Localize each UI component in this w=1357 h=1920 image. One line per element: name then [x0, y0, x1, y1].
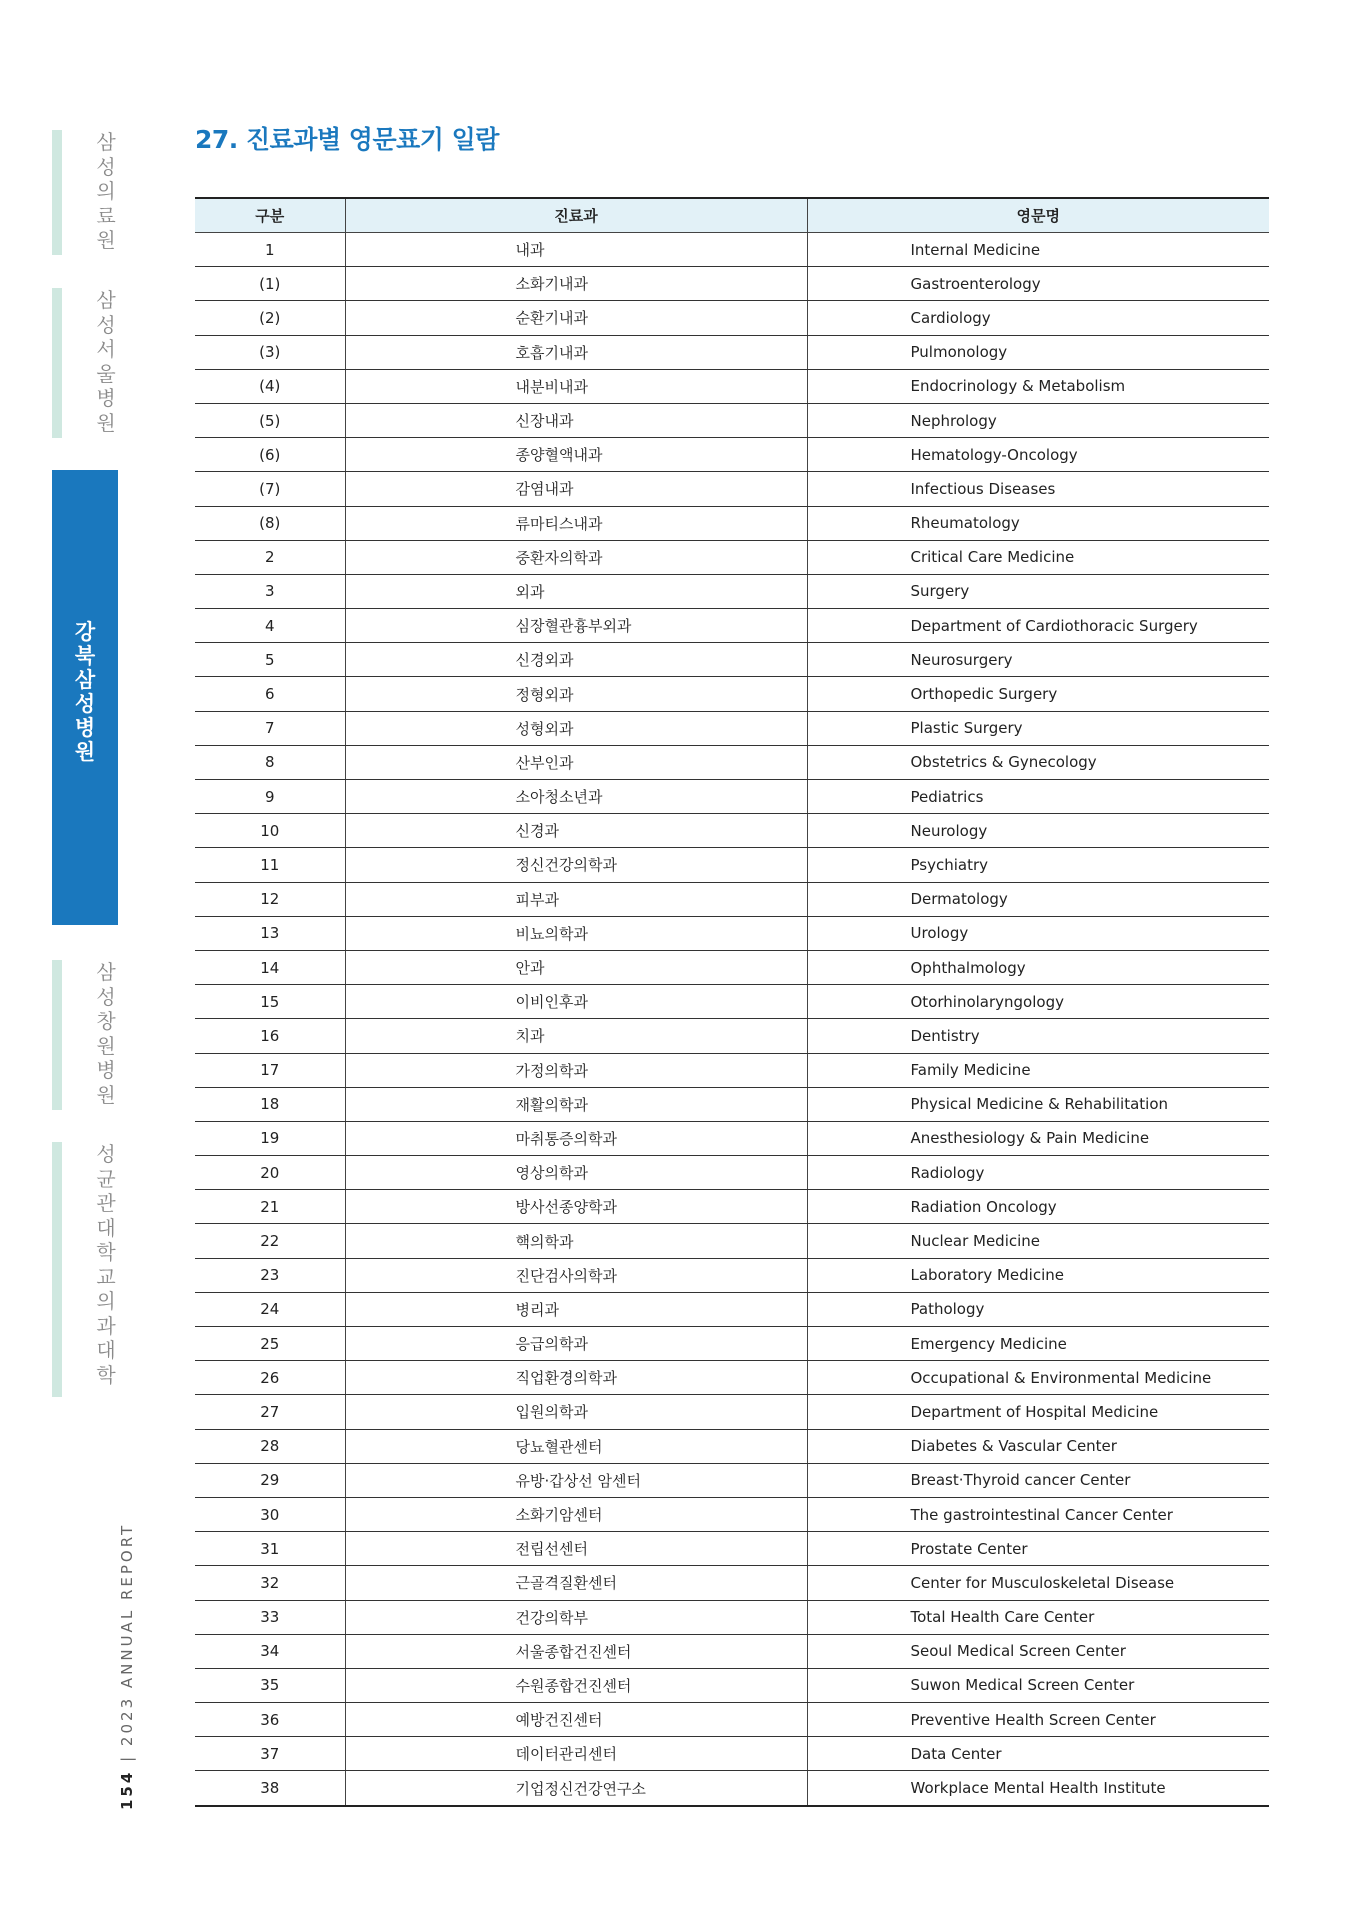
row-department-cell: 성형외과 — [345, 711, 807, 745]
table-row — [195, 1668, 1269, 1702]
row-category-cell: 34 — [195, 1634, 345, 1668]
row-department-cell: 유방·갑상선 암센터 — [345, 1463, 807, 1497]
side-tab-samsung-changwon-hospital — [0, 960, 125, 1110]
row-department-cell: 진단검사의학과 — [345, 1258, 807, 1292]
page-number: 154 — [118, 1769, 136, 1810]
table-row — [195, 677, 1269, 711]
table-row — [195, 301, 1269, 335]
row-category-cell: (5) — [195, 403, 345, 437]
row-english-name-cell: Cardiology — [807, 301, 1269, 335]
table-row — [195, 1771, 1269, 1806]
row-department-cell: 종양혈액내과 — [345, 438, 807, 472]
table-row — [195, 1737, 1269, 1771]
row-category-cell: 9 — [195, 780, 345, 814]
row-category-cell: 17 — [195, 1053, 345, 1087]
row-english-name-cell: Seoul Medical Screen Center — [807, 1634, 1269, 1668]
table-row — [195, 369, 1269, 403]
table-row — [195, 745, 1269, 779]
header-category: 구분 — [195, 198, 345, 233]
row-english-name-cell: Infectious Diseases — [807, 472, 1269, 506]
row-department-cell: 입원의학과 — [345, 1395, 807, 1429]
row-category-cell: 32 — [195, 1566, 345, 1600]
row-department-cell: 감염내과 — [345, 472, 807, 506]
row-english-name-cell: Pulmonology — [807, 335, 1269, 369]
row-english-name-cell: Neurosurgery — [807, 643, 1269, 677]
row-english-name-cell: Center for Musculoskeletal Disease — [807, 1566, 1269, 1600]
row-english-name-cell: Department of Hospital Medicine — [807, 1395, 1269, 1429]
row-category-cell: 26 — [195, 1361, 345, 1395]
table-row — [195, 1156, 1269, 1190]
side-tab-label: 강북삼성병원 — [74, 620, 96, 764]
table-row — [195, 1019, 1269, 1053]
table-row — [195, 1190, 1269, 1224]
row-category-cell: 35 — [195, 1668, 345, 1702]
row-category-cell: 11 — [195, 848, 345, 882]
row-english-name-cell: Rheumatology — [807, 506, 1269, 540]
row-category-cell: 38 — [195, 1771, 345, 1806]
side-tab-samsung-medical-center — [0, 130, 125, 255]
row-category-cell: 8 — [195, 745, 345, 779]
row-department-cell: 예방건진센터 — [345, 1703, 807, 1737]
row-category-cell: 16 — [195, 1019, 345, 1053]
row-english-name-cell: Dentistry — [807, 1019, 1269, 1053]
row-english-name-cell: Total Health Care Center — [807, 1600, 1269, 1634]
row-english-name-cell: Gastroenterology — [807, 267, 1269, 301]
table-row — [195, 1429, 1269, 1463]
row-english-name-cell: Family Medicine — [807, 1053, 1269, 1087]
table-row — [195, 643, 1269, 677]
row-category-cell: 1 — [195, 233, 345, 267]
row-english-name-cell: Endocrinology & Metabolism — [807, 369, 1269, 403]
row-category-cell: 36 — [195, 1703, 345, 1737]
row-department-cell: 호흡기내과 — [345, 335, 807, 369]
table-row — [195, 1121, 1269, 1155]
row-english-name-cell: Radiation Oncology — [807, 1190, 1269, 1224]
side-tab-label: 삼성서울병원 — [96, 288, 116, 435]
row-category-cell: 12 — [195, 882, 345, 916]
table-row — [195, 1566, 1269, 1600]
row-department-cell: 신장내과 — [345, 403, 807, 437]
table-row — [195, 403, 1269, 437]
table-row — [195, 574, 1269, 608]
side-tab-bar — [52, 288, 62, 438]
row-category-cell: 24 — [195, 1292, 345, 1326]
row-category-cell: 29 — [195, 1463, 345, 1497]
row-english-name-cell: Laboratory Medicine — [807, 1258, 1269, 1292]
table-row — [195, 1463, 1269, 1497]
row-english-name-cell: Hematology-Oncology — [807, 438, 1269, 472]
row-category-cell: 25 — [195, 1327, 345, 1361]
table-row — [195, 814, 1269, 848]
row-department-cell: 내과 — [345, 233, 807, 267]
table-row — [195, 1497, 1269, 1531]
table-row — [195, 506, 1269, 540]
table-row — [195, 950, 1269, 984]
row-english-name-cell: Critical Care Medicine — [807, 540, 1269, 574]
row-department-cell: 순환기내과 — [345, 301, 807, 335]
row-department-cell: 기업정신건강연구소 — [345, 1771, 807, 1806]
row-department-cell: 재활의학과 — [345, 1087, 807, 1121]
row-department-cell: 신경과 — [345, 814, 807, 848]
row-department-cell: 마취통증의학과 — [345, 1121, 807, 1155]
table-row — [195, 1703, 1269, 1737]
table-row — [195, 1258, 1269, 1292]
row-department-cell: 방사선종양학과 — [345, 1190, 807, 1224]
row-category-cell: (8) — [195, 506, 345, 540]
row-department-cell: 이비인후과 — [345, 985, 807, 1019]
row-english-name-cell: Prostate Center — [807, 1532, 1269, 1566]
row-english-name-cell: Surgery — [807, 574, 1269, 608]
row-category-cell: 30 — [195, 1497, 345, 1531]
side-tab-bar — [52, 960, 62, 1110]
row-english-name-cell: The gastrointestinal Cancer Center — [807, 1497, 1269, 1531]
side-tab-bar — [52, 1142, 62, 1397]
page-footer — [118, 1523, 136, 1810]
row-department-cell: 가정의학과 — [345, 1053, 807, 1087]
side-tab-bar — [52, 130, 62, 255]
footer-report-name: 2023 ANNUAL REPORT — [118, 1522, 136, 1747]
row-department-cell: 당뇨혈관센터 — [345, 1429, 807, 1463]
table-row — [195, 780, 1269, 814]
row-category-cell: 5 — [195, 643, 345, 677]
row-english-name-cell: Data Center — [807, 1737, 1269, 1771]
row-english-name-cell: Occupational & Environmental Medicine — [807, 1361, 1269, 1395]
row-category-cell: 37 — [195, 1737, 345, 1771]
table-row — [195, 472, 1269, 506]
row-department-cell: 핵의학과 — [345, 1224, 807, 1258]
row-english-name-cell: Preventive Health Screen Center — [807, 1703, 1269, 1737]
row-english-name-cell: Anesthesiology & Pain Medicine — [807, 1121, 1269, 1155]
table-row — [195, 540, 1269, 574]
row-english-name-cell: Physical Medicine & Rehabilitation — [807, 1087, 1269, 1121]
row-category-cell: 18 — [195, 1087, 345, 1121]
row-category-cell: 3 — [195, 574, 345, 608]
header-department: 진료과 — [345, 198, 807, 233]
row-category-cell: 21 — [195, 1190, 345, 1224]
row-english-name-cell: Emergency Medicine — [807, 1327, 1269, 1361]
row-department-cell: 내분비내과 — [345, 369, 807, 403]
row-category-cell: 10 — [195, 814, 345, 848]
row-department-cell: 피부과 — [345, 882, 807, 916]
row-category-cell: 4 — [195, 609, 345, 643]
side-tab-label: 삼성창원병원 — [96, 960, 116, 1107]
row-english-name-cell: Otorhinolaryngology — [807, 985, 1269, 1019]
row-department-cell: 병리과 — [345, 1292, 807, 1326]
row-english-name-cell: Nuclear Medicine — [807, 1224, 1269, 1258]
table-row — [195, 1361, 1269, 1395]
table-row — [195, 916, 1269, 950]
row-category-cell: (6) — [195, 438, 345, 472]
row-english-name-cell: Diabetes & Vascular Center — [807, 1429, 1269, 1463]
side-tab-skku-medical-school — [0, 1142, 125, 1397]
table-row — [195, 848, 1269, 882]
row-category-cell: 13 — [195, 916, 345, 950]
row-english-name-cell: Pathology — [807, 1292, 1269, 1326]
table-row — [195, 985, 1269, 1019]
row-department-cell: 소아청소년과 — [345, 780, 807, 814]
row-english-name-cell: Urology — [807, 916, 1269, 950]
row-english-name-cell: Psychiatry — [807, 848, 1269, 882]
department-table — [195, 197, 1269, 1807]
table-header-row — [195, 198, 1269, 233]
row-category-cell: 15 — [195, 985, 345, 1019]
side-tab-label: 삼성의료원 — [96, 130, 116, 252]
table-row — [195, 882, 1269, 916]
table-body — [195, 233, 1269, 1806]
table-row — [195, 1224, 1269, 1258]
row-english-name-cell: Radiology — [807, 1156, 1269, 1190]
row-category-cell: 20 — [195, 1156, 345, 1190]
table-row — [195, 1634, 1269, 1668]
row-english-name-cell: Breast·Thyroid cancer Center — [807, 1463, 1269, 1497]
table-row — [195, 1532, 1269, 1566]
row-department-cell: 소화기암센터 — [345, 1497, 807, 1531]
row-category-cell: (7) — [195, 472, 345, 506]
row-category-cell: 2 — [195, 540, 345, 574]
row-department-cell: 류마티스내과 — [345, 506, 807, 540]
row-category-cell: 7 — [195, 711, 345, 745]
row-english-name-cell: Orthopedic Surgery — [807, 677, 1269, 711]
row-english-name-cell: Neurology — [807, 814, 1269, 848]
side-tab-label: 성균관대학교 의과대학 — [96, 1142, 116, 1387]
row-department-cell: 수원종합건진센터 — [345, 1668, 807, 1702]
row-category-cell: 33 — [195, 1600, 345, 1634]
page-title: 27. 진료과별 영문표기 일람 — [195, 125, 499, 154]
row-english-name-cell: Internal Medicine — [807, 233, 1269, 267]
row-category-cell: 22 — [195, 1224, 345, 1258]
row-english-name-cell: Department of Cardiothoracic Surgery — [807, 609, 1269, 643]
row-english-name-cell: Ophthalmology — [807, 950, 1269, 984]
row-department-cell: 영상의학과 — [345, 1156, 807, 1190]
row-category-cell: 23 — [195, 1258, 345, 1292]
row-department-cell: 서울종합건진센터 — [345, 1634, 807, 1668]
row-english-name-cell: Nephrology — [807, 403, 1269, 437]
table-row — [195, 233, 1269, 267]
row-department-cell: 안과 — [345, 950, 807, 984]
row-category-cell: (4) — [195, 369, 345, 403]
row-department-cell: 산부인과 — [345, 745, 807, 779]
row-department-cell: 정형외과 — [345, 677, 807, 711]
row-category-cell: 6 — [195, 677, 345, 711]
row-english-name-cell: Plastic Surgery — [807, 711, 1269, 745]
row-department-cell: 건강의학부 — [345, 1600, 807, 1634]
row-department-cell: 전립선센터 — [345, 1532, 807, 1566]
table-row — [195, 1327, 1269, 1361]
row-department-cell: 데이터관리센터 — [345, 1737, 807, 1771]
footer-separator: | — [118, 1753, 136, 1762]
row-category-cell: (3) — [195, 335, 345, 369]
header-english-name: 영문명 — [807, 198, 1269, 233]
row-category-cell: (2) — [195, 301, 345, 335]
row-category-cell: 31 — [195, 1532, 345, 1566]
row-english-name-cell: Suwon Medical Screen Center — [807, 1668, 1269, 1702]
row-department-cell: 응급의학과 — [345, 1327, 807, 1361]
row-english-name-cell: Obstetrics & Gynecology — [807, 745, 1269, 779]
row-department-cell: 외과 — [345, 574, 807, 608]
table-row — [195, 711, 1269, 745]
table-row — [195, 1087, 1269, 1121]
table-row — [195, 1395, 1269, 1429]
row-department-cell: 중환자의학과 — [345, 540, 807, 574]
row-category-cell: 27 — [195, 1395, 345, 1429]
row-department-cell: 비뇨의학과 — [345, 916, 807, 950]
row-department-cell: 근골격질환센터 — [345, 1566, 807, 1600]
table-row — [195, 1292, 1269, 1326]
row-department-cell: 정신건강의학과 — [345, 848, 807, 882]
row-department-cell: 신경외과 — [345, 643, 807, 677]
row-category-cell: (1) — [195, 267, 345, 301]
row-department-cell: 심장혈관흉부외과 — [345, 609, 807, 643]
side-tab-samsung-seoul-hospital — [0, 288, 125, 438]
table-row — [195, 438, 1269, 472]
table-row — [195, 1053, 1269, 1087]
row-department-cell: 소화기내과 — [345, 267, 807, 301]
table-row — [195, 335, 1269, 369]
row-category-cell: 14 — [195, 950, 345, 984]
row-english-name-cell: Workplace Mental Health Institute — [807, 1771, 1269, 1806]
row-department-cell: 직업환경의학과 — [345, 1361, 807, 1395]
table-row — [195, 1600, 1269, 1634]
row-english-name-cell: Dermatology — [807, 882, 1269, 916]
row-category-cell: 28 — [195, 1429, 345, 1463]
row-category-cell: 19 — [195, 1121, 345, 1155]
table-row — [195, 267, 1269, 301]
row-english-name-cell: Pediatrics — [807, 780, 1269, 814]
table-row — [195, 609, 1269, 643]
side-tab-kangbuk-samsung-hospital — [52, 470, 118, 925]
row-department-cell: 치과 — [345, 1019, 807, 1053]
